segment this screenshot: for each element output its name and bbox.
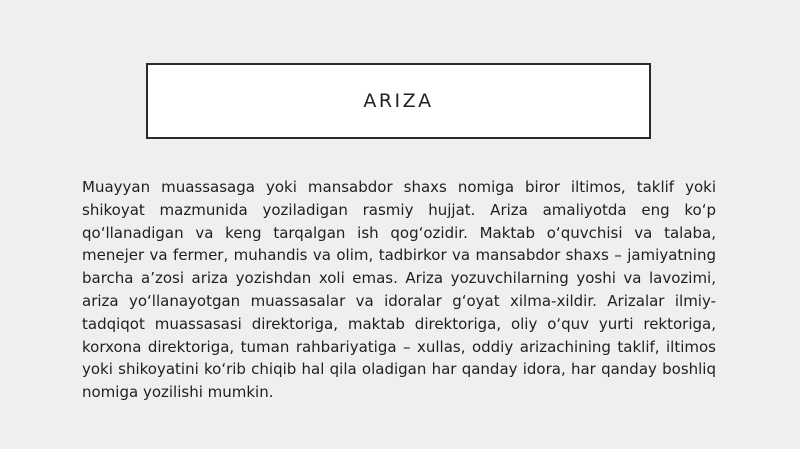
slide-title: ARIZA <box>363 90 434 112</box>
slide-body-paragraph: Muayyan muassasaga yoki mansabdor shaxs nomiga biror iltimos, taklif yoki shikoyat mazmunida yoziladigan rasmiy hujjat. Ariza amaliyotda eng ko‘p qo‘llanadigan va keng tarqalgan ish qog‘ozidir. Maktab o‘quvchisi va talaba, menejer va fermer, muhandis va olim, tadbirkor va mansabdor shaxs – jamiyatning barcha a’zosi ariza yozishdan xoli emas. Ariza yozuvchilarning yoshi va lavozimi, ariza yo‘llanayotgan muassasalar va idoralar g‘oyat xilma-xildir. Arizalar ilmiy-tadqiqot muassasasi direktoriga, maktab direktoriga, oliy o‘quv yurti rektoriga, korxona direktoriga, tuman rahbariyatiga – xullas, oddiy arizachining taklif, iltimos yoki shikoyatini ko‘rib chiqib hal qila oladigan har qanday idora, har qanday boshliq nomiga yozilishi mumkin. <box>82 178 716 402</box>
title-box <box>146 63 651 139</box>
